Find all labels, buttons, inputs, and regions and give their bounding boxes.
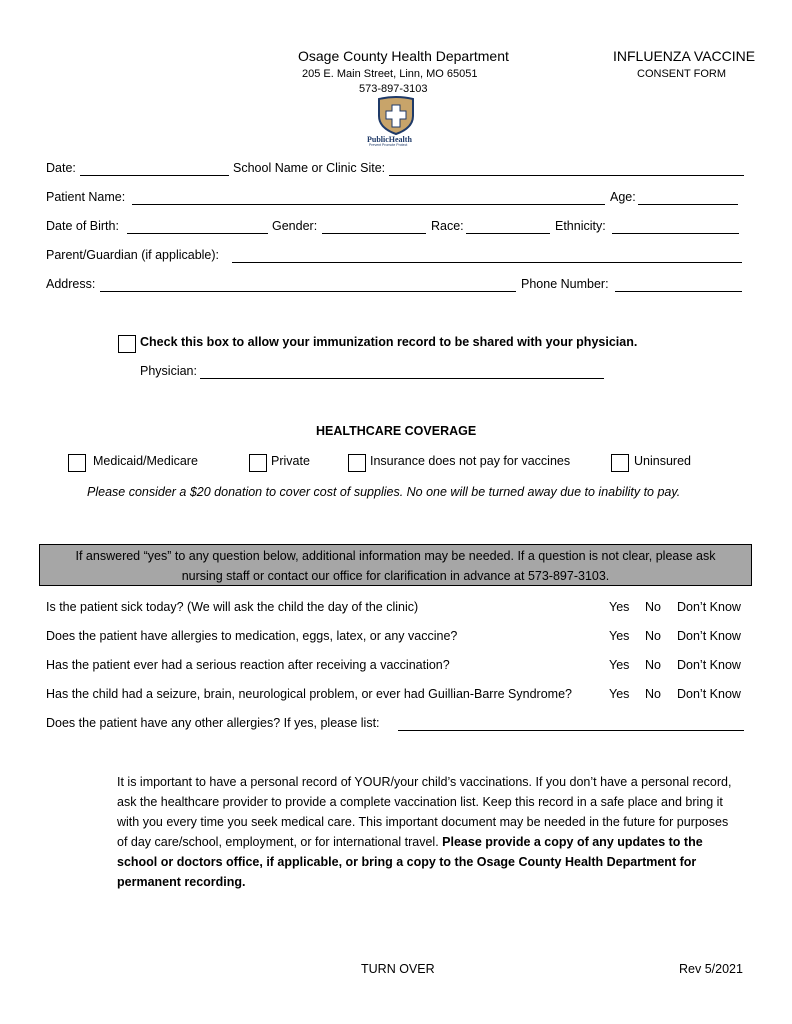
logo-text: PublicHealth <box>367 135 412 144</box>
physician-field[interactable] <box>200 378 604 379</box>
logo-tagline: Prevent Promote Protect <box>369 143 408 147</box>
ethnicity-label: Ethnicity: <box>555 219 606 233</box>
answer-no[interactable]: No <box>645 600 661 614</box>
question-3: Has the patient ever had a serious reaction after receiving a vaccination? <box>46 658 450 672</box>
question-1: Is the patient sick today? (We will ask the child the day of the clinic) <box>46 600 419 614</box>
age-field[interactable] <box>638 204 738 205</box>
race-field[interactable] <box>466 233 550 234</box>
question-4: Has the child had a seizure, brain, neurological problem, or ever had Guillian-Barre Syndrome? <box>46 687 572 701</box>
shield-icon <box>366 96 426 136</box>
dob-label: Date of Birth: <box>46 219 119 233</box>
form-subtitle: CONSENT FORM <box>637 68 727 80</box>
address-label: Address: <box>46 277 96 291</box>
patient-name-label: Patient Name: <box>46 190 126 204</box>
coverage-heading: HEALTHCARE COVERAGE <box>316 424 477 438</box>
answer-yes[interactable]: Yes <box>609 687 630 701</box>
record-note-bold: Please provide a copy of any updates to the school or doctors office, if applicable, or bring a copy to the Osage County Health Department for permanent recording. <box>117 835 703 889</box>
phone-label: Phone Number: <box>521 277 609 291</box>
medicaid-checkbox[interactable] <box>68 454 86 472</box>
date-label: Date: <box>46 161 76 175</box>
phone-field[interactable] <box>615 291 742 292</box>
record-note <box>117 772 737 892</box>
insurance-no-pay-label: Insurance does not pay for vaccines <box>370 454 571 468</box>
banner-line-1: If answered “yes” to any question below, additional information may be needed. If a question is not clear, please ask <box>75 549 716 563</box>
share-record-label: Check this box to allow your immunization record to be shared with your physician. <box>140 335 638 349</box>
form-title: INFLUENZA VACCINE <box>613 48 756 64</box>
date-field[interactable] <box>80 175 229 176</box>
private-checkbox[interactable] <box>249 454 267 472</box>
uninsured-checkbox[interactable] <box>611 454 629 472</box>
revision: Rev 5/2021 <box>679 962 743 976</box>
answer-yes[interactable]: Yes <box>609 658 630 672</box>
gender-field[interactable] <box>322 233 426 234</box>
gender-label: Gender: <box>272 219 318 233</box>
org-phone: 573-897-3103 <box>359 83 428 95</box>
answer-dont-know[interactable]: Don’t Know <box>677 658 741 672</box>
age-label: Age: <box>610 190 636 204</box>
other-allergies-label: Does the patient have any other allergies? If yes, please list: <box>46 716 380 730</box>
guardian-field[interactable] <box>232 262 742 263</box>
answer-no[interactable]: No <box>645 629 661 643</box>
address-field[interactable] <box>100 291 516 292</box>
answer-yes[interactable]: Yes <box>609 600 630 614</box>
physician-label: Physician: <box>140 364 197 378</box>
question-2: Does the patient have allergies to medication, eggs, latex, or any vaccine? <box>46 629 458 643</box>
race-label: Race: <box>431 219 464 233</box>
answer-dont-know[interactable]: Don’t Know <box>677 600 741 614</box>
clarification-banner <box>39 544 752 586</box>
patient-name-field[interactable] <box>132 204 605 205</box>
turn-over: TURN OVER <box>361 962 435 976</box>
answer-no[interactable]: No <box>645 658 661 672</box>
other-allergies-field[interactable] <box>398 730 744 731</box>
answer-no[interactable]: No <box>645 687 661 701</box>
org-address: 205 E. Main Street, Linn, MO 65051 <box>302 68 478 80</box>
medicaid-label: Medicaid/Medicare <box>93 454 198 468</box>
answer-yes[interactable]: Yes <box>609 629 630 643</box>
insurance-no-pay-checkbox[interactable] <box>348 454 366 472</box>
ethnicity-field[interactable] <box>612 233 739 234</box>
school-field[interactable] <box>389 175 744 176</box>
private-label: Private <box>271 454 310 468</box>
public-health-logo <box>366 96 426 148</box>
answer-dont-know[interactable]: Don’t Know <box>677 629 741 643</box>
school-label: School Name or Clinic Site: <box>233 161 386 175</box>
banner-line-2: nursing staff or contact our office for clarification in advance at 573-897-3103. <box>181 569 610 583</box>
record-note-regular: It is important to have a personal record of YOUR/your child’s vaccinations. If you don’t have a personal record, ask the healthcare provider to provide a complete vaccination list. Keep this record in a safe place and bring it with you every time you seek medical care. This important document may be needed in the future for purposes of day care/school, employment, or for international travel. <box>117 775 732 849</box>
share-record-checkbox[interactable] <box>118 335 136 353</box>
guardian-label: Parent/Guardian (if applicable): <box>46 248 220 262</box>
dob-field[interactable] <box>127 233 268 234</box>
donation-note: Please consider a $20 donation to cover cost of supplies. No one will be turned away due to inability to pay. <box>87 485 681 499</box>
answer-dont-know[interactable]: Don’t Know <box>677 687 741 701</box>
uninsured-label: Uninsured <box>634 454 691 468</box>
org-name: Osage County Health Department <box>298 48 509 64</box>
